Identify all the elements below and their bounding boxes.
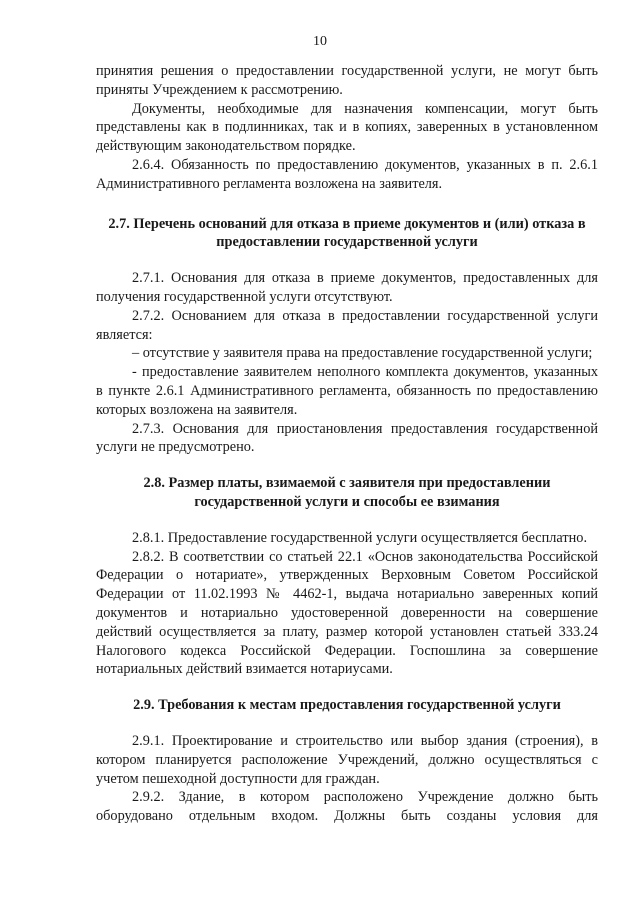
paragraph-2-9-1: 2.9.1. Проектирование и строительство или выбор здания (строения), в котором планируется расположение Учреждений, должно осуществляться с учетом пешеходной доступности для граждан. [96, 732, 598, 787]
paragraph-2-7-3: 2.7.3. Основания для приостановления предоставления государственной услуги не предусмотрено. [96, 420, 598, 456]
paragraph-2-6-4: 2.6.4. Обязанность по предоставлению документов, указанных в п. 2.6.1 Административного регламента возложена на заявителя. [96, 156, 598, 192]
list-item-incomplete-documents: - предоставление заявителем неполного комплекта документов, указанных в пункте 2.6.1 Административного регламента, обязанность по предоставлению которых возложена на заявителя. [96, 364, 598, 418]
section-heading-2-9: 2.9. Требования к местам предоставления государственной услуги [133, 697, 561, 714]
paragraph-2-8-2: 2.8.2. В соответствии со статьей 22.1 «Основ законодательства Российской Федерации о нотариате», утвержденных Верховным Советом Российской Федерации от 11.02.1993 № 4462-1, выдача нотариально заверенных копий документов и нотариально удостоверенной доверенности на совершение действий осуществляется за плату, размер которой установлен статьей 333.24 Налогового кодекса Российской Федерации. Госпошлина за совершение нотариальных действий взимается нотариусами. [96, 548, 598, 678]
section-heading-2-8: 2.8. Размер платы, взимаемой с заявителя при предоставлении государственной услуги и способы ее взимания [143, 475, 551, 510]
paragraph-2-7-2: 2.7.2. Основанием для отказа в предоставлении государственной услуги является: [96, 307, 598, 343]
document-body [96, 62, 598, 826]
paragraph-2-8-1: 2.8.1. Предоставление государственной услуги осуществляется бесплатно. [132, 529, 588, 546]
list-item-no-right: – отсутствие у заявителя права на предоставление государственной услуги; [132, 345, 593, 362]
paragraph-continuation: принятия решения о предоставлении государственной услуги, не могут быть приняты Учреждением к рассмотрению. [96, 63, 598, 98]
paragraph-documents-copies: Документы, необходимые для назначения компенсации, могут быть представлены как в подлинниках, так и в копиях, заверенных в установленном действующим законодательством порядке. [96, 100, 598, 155]
page-number: 10 [313, 34, 327, 49]
paragraph-2-9-2: 2.9.2. Здание, в котором расположено Учреждение должно быть оборудовано отдельным входом. Должны быть созданы условия для [96, 789, 598, 825]
paragraph-2-7-1: 2.7.1. Основания для отказа в приеме документов, предоставленных для получения государственной услуги отсутствуют. [96, 270, 598, 305]
section-heading-2-7: 2.7. Перечень оснований для отказа в приеме документов и (или) отказа в предоставлении государственной услуги [108, 215, 586, 251]
